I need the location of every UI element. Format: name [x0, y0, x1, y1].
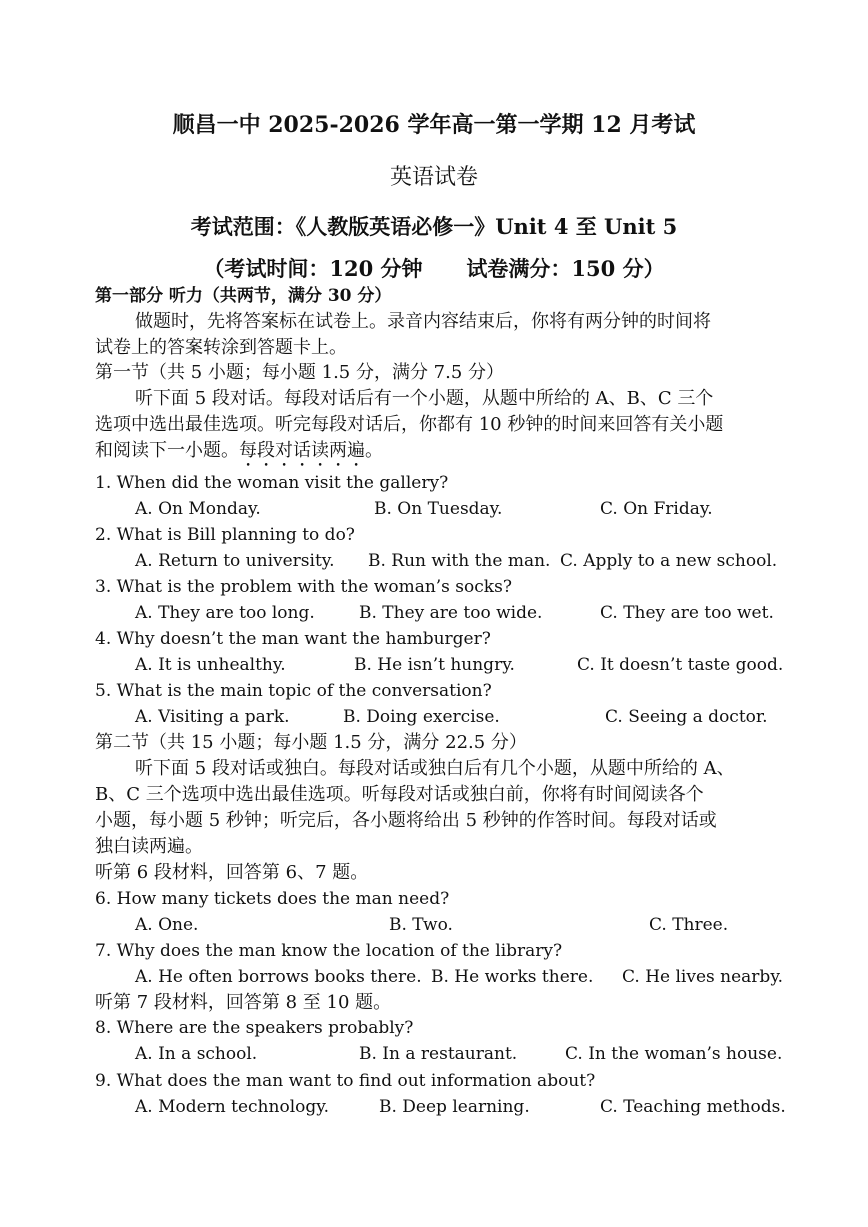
section1-heading: 第一节（共 5 小题；每小题 1.5 分，满分 7.5 分）: [95, 362, 505, 383]
q5-option-c: C. Seeing a doctor.: [605, 707, 768, 727]
q8-option-a: A. In a school.: [135, 1044, 258, 1064]
section1-instruction-line3-a: 和阅读下一小题。: [95, 440, 239, 461]
exam-title: 顺昌一中 2025-2026 学年高一第一学期 12 月考试: [172, 112, 696, 138]
q7-option-a: A. He often borrows books there.: [135, 967, 422, 987]
question-1: 1. When did the woman visit the gallery?: [95, 473, 449, 493]
part1-instruction-line1: 做题时，先将答案标在试卷上。录音内容结束后，你将有两分钟的时间将: [135, 311, 711, 332]
q9-option-b: B. Deep learning.: [379, 1097, 530, 1117]
q1-option-b: B. On Tuesday.: [374, 499, 503, 519]
question-9: 9. What does the man want to find out information about?: [95, 1071, 596, 1091]
q3-option-a: A. They are too long.: [135, 603, 315, 623]
question-3: 3. What is the problem with the woman’s socks?: [95, 577, 512, 597]
q5-option-b: B. Doing exercise.: [343, 707, 500, 727]
q5-option-a: A. Visiting a park.: [135, 707, 290, 727]
question-6: 6. How many tickets does the man need?: [95, 889, 450, 909]
question-8: 8. Where are the speakers probably?: [95, 1018, 414, 1038]
exam-subject: 英语试卷: [389, 165, 478, 190]
question-2: 2. What is Bill planning to do?: [95, 525, 355, 545]
section2-instruction-line3: 小题，每小题 5 秒钟；听完后，各小题将给出 5 秒钟的作答时间。每段对话或: [95, 810, 717, 831]
q2-option-c: C. Apply to a new school.: [560, 551, 778, 571]
q2-option-b: B. Run with the man.: [368, 551, 551, 571]
material-6-heading: 听第 6 段材料，回答第 6、7 题。: [95, 862, 369, 883]
question-5: 5. What is the main topic of the conversation?: [95, 681, 492, 701]
question-7: 7. Why does the man know the location of the library?: [95, 941, 563, 961]
q9-option-c: C. Teaching methods.: [600, 1097, 786, 1117]
question-4: 4. Why doesn’t the man want the hamburger?: [95, 629, 491, 649]
q7-option-c: C. He lives nearby.: [622, 967, 784, 987]
section1-instruction-line2: 选项中选出最佳选项。听完每段对话后，你都有 10 秒钟的时间来回答有关小题: [95, 414, 724, 435]
q3-option-b: B. They are too wide.: [359, 603, 543, 623]
q6-option-c: C. Three.: [649, 915, 729, 935]
q8-option-b: B. In a restaurant.: [359, 1044, 518, 1064]
section1-instruction-line3: [95, 438, 785, 471]
q4-option-a: A. It is unhealthy.: [135, 655, 286, 675]
exam-time-score: （考试时间：120 分钟 试卷满分：150 分）: [203, 256, 665, 281]
section1-instruction-emphasis: 每段对话读两遍: [239, 440, 365, 461]
q3-option-c: C. They are too wet.: [600, 603, 774, 623]
q1-option-c: C. On Friday.: [600, 499, 713, 519]
q9-option-a: A. Modern technology.: [135, 1097, 329, 1117]
q6-option-a: A. One.: [135, 915, 199, 935]
section1-instruction-line1: 听下面 5 段对话。每段对话后有一个小题，从题中所给的 A、B、C 三个: [135, 388, 714, 409]
material-7-heading: 听第 7 段材料，回答第 8 至 10 题。: [95, 992, 392, 1013]
exam-scope: 考试范围：《人教版英语必修一》Unit 4 至 Unit 5: [190, 214, 678, 239]
section2-instruction-line1: 听下面 5 段对话或独白。每段对话或独白后有几个小题，从题中所给的 A、: [135, 758, 735, 779]
section2-instruction-line2: B、C 三个选项中选出最佳选项。听每段对话或独白前，你将有时间阅读各个: [95, 784, 704, 805]
section1-instruction-line3-c: 。: [365, 440, 383, 461]
section2-instruction-line4: 独白读两遍。: [95, 836, 203, 857]
part1-instruction-line2: 试卷上的答案转涂到答题卡上。: [95, 337, 347, 358]
q4-option-b: B. He isn’t hungry.: [354, 655, 515, 675]
q1-option-a: A. On Monday.: [135, 499, 261, 519]
q4-option-c: C. It doesn’t taste good.: [577, 655, 784, 675]
q8-option-c: C. In the woman’s house.: [565, 1044, 783, 1064]
q7-option-b: B. He works there.: [431, 967, 594, 987]
part1-heading: 第一部分 听力（共两节，满分 30 分）: [95, 286, 392, 306]
q6-option-b: B. Two.: [389, 915, 453, 935]
q2-option-a: A. Return to university.: [135, 551, 335, 571]
section2-heading: 第二节（共 15 小题；每小题 1.5 分，满分 22.5 分）: [95, 732, 527, 753]
